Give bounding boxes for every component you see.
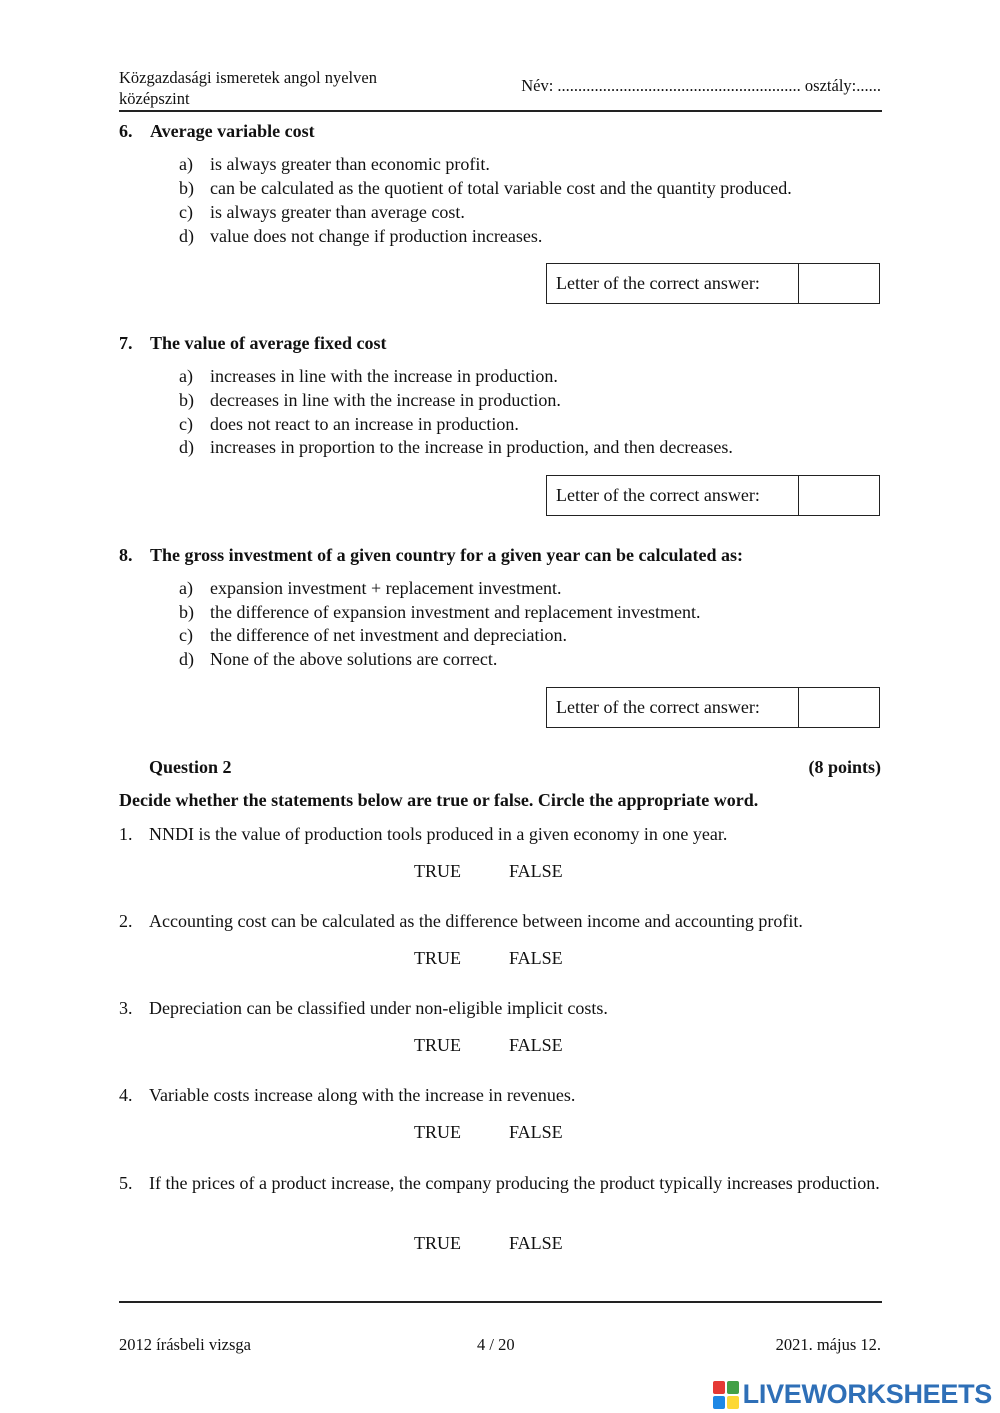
- option-d: [179, 226, 542, 247]
- option-text: increases in line with the increase in production.: [210, 366, 558, 386]
- option-letter: b): [179, 390, 194, 410]
- option-c: [179, 202, 465, 223]
- statement-number: 4.: [119, 1085, 133, 1105]
- true-option-2[interactable]: TRUE: [414, 948, 461, 968]
- logo-square: [713, 1396, 725, 1409]
- true-option-1[interactable]: TRUE: [414, 861, 461, 881]
- question-8-title: [119, 545, 743, 566]
- question-number: 8.: [119, 545, 133, 565]
- option-b: [179, 602, 701, 623]
- option-d: [179, 437, 733, 458]
- answer-box-q6: [546, 263, 880, 304]
- option-letter: c): [179, 625, 193, 645]
- option-letter: b): [179, 602, 194, 622]
- option-d: [179, 649, 497, 670]
- logo-square: [713, 1381, 725, 1394]
- option-text: None of the above solutions are correct.: [210, 649, 498, 669]
- statement-text: Accounting cost can be calculated as the difference between income and accounting profit.: [149, 911, 803, 931]
- false-option-5[interactable]: FALSE: [509, 1233, 563, 1253]
- true-option-5[interactable]: TRUE: [414, 1233, 461, 1253]
- question-text: Average variable cost: [150, 121, 315, 141]
- header-divider: [119, 110, 882, 112]
- statement-number: 2.: [119, 911, 133, 931]
- footer-divider: [119, 1301, 882, 1303]
- footer-date: 2021. május 12.: [775, 1335, 881, 1354]
- option-b: [179, 390, 561, 411]
- option-text: value does not change if production increases.: [210, 226, 543, 246]
- false-option-3[interactable]: FALSE: [509, 1035, 563, 1055]
- question-number: 6.: [119, 121, 133, 141]
- answer-box-q8: [546, 687, 880, 728]
- option-b: [179, 178, 792, 199]
- statement-number: 3.: [119, 998, 133, 1018]
- statement-text: NNDI is the value of production tools produced in a given economy in one year.: [149, 824, 728, 844]
- statement-number: 1.: [119, 824, 133, 844]
- option-a: [179, 366, 558, 387]
- statement-5: [119, 1171, 882, 1195]
- question-text: The gross investment of a given country for a given year can be calculated as:: [150, 545, 743, 565]
- section-instruction: Decide whether the statements below are true or false. Circle the appropriate word.: [119, 790, 759, 810]
- option-text: decreases in line with the increase in production.: [210, 390, 561, 410]
- answer-box-q7: [546, 475, 880, 516]
- liveworksheets-icon: [713, 1381, 739, 1409]
- option-text: can be calculated as the quotient of total variable cost and the quantity produced.: [210, 178, 792, 198]
- statement-number: 5.: [119, 1173, 133, 1193]
- footer-exam-code: 2012 írásbeli vizsga: [119, 1335, 251, 1354]
- statement-4: [119, 1083, 882, 1107]
- answer-label: Letter of the correct answer:: [547, 688, 799, 727]
- header-subject-line2: középszint: [119, 89, 190, 108]
- statement-2: [119, 909, 882, 933]
- logo-square: [727, 1396, 739, 1409]
- statement-text: Depreciation can be classified under non-eligible implicit costs.: [149, 998, 608, 1018]
- true-option-3[interactable]: TRUE: [414, 1035, 461, 1055]
- option-a: [179, 578, 562, 599]
- option-text: expansion investment + replacement investment.: [210, 578, 562, 598]
- section-points: (8 points): [808, 757, 881, 777]
- answer-input-q6[interactable]: [799, 264, 879, 303]
- option-text: the difference of net investment and depreciation.: [210, 625, 568, 645]
- option-text: the difference of expansion investment and replacement investment.: [210, 602, 701, 622]
- false-option-1[interactable]: FALSE: [509, 861, 563, 881]
- liveworksheets-logo: [713, 1379, 992, 1410]
- question-7-title: [119, 333, 386, 354]
- answer-label: Letter of the correct answer:: [547, 264, 799, 303]
- statement-text: Variable costs increase along with the increase in revenues.: [149, 1085, 576, 1105]
- logo-square: [727, 1381, 739, 1394]
- option-c: [179, 414, 519, 435]
- option-text: is always greater than average cost.: [210, 202, 465, 222]
- false-option-2[interactable]: FALSE: [509, 948, 563, 968]
- answer-input-q8[interactable]: [799, 688, 879, 727]
- statement-1: [119, 822, 882, 846]
- option-letter: d): [179, 226, 194, 246]
- option-letter: b): [179, 178, 194, 198]
- statement-text: If the prices of a product increase, the company producing the product typically increases production.: [149, 1173, 880, 1193]
- true-option-4[interactable]: TRUE: [414, 1122, 461, 1142]
- false-option-4[interactable]: FALSE: [509, 1122, 563, 1142]
- option-letter: a): [179, 366, 193, 386]
- option-c: [179, 625, 567, 646]
- option-text: increases in proportion to the increase in production, and then decreases.: [210, 437, 733, 457]
- question-6-title: [119, 121, 315, 142]
- question-text: The value of average fixed cost: [150, 333, 387, 353]
- option-text: does not react to an increase in production.: [210, 414, 519, 434]
- answer-input-q7[interactable]: [799, 476, 879, 515]
- answer-label: Letter of the correct answer:: [547, 476, 799, 515]
- section-title: Question 2: [149, 757, 232, 777]
- option-text: is always greater than economic profit.: [210, 154, 490, 174]
- option-letter: a): [179, 154, 193, 174]
- option-letter: d): [179, 437, 194, 457]
- header-subject-line1: Közgazdasági ismeretek angol nyelven: [119, 68, 377, 87]
- option-a: [179, 154, 490, 175]
- question-number: 7.: [119, 333, 133, 353]
- option-letter: c): [179, 414, 193, 434]
- option-letter: a): [179, 578, 193, 598]
- statement-3: [119, 996, 882, 1020]
- option-letter: c): [179, 202, 193, 222]
- footer-page-number: 4 / 20: [477, 1335, 515, 1354]
- header-subject: [119, 67, 377, 109]
- option-letter: d): [179, 649, 194, 669]
- header-name-field: Név: ........................................................... osztály:......: [521, 76, 881, 95]
- liveworksheets-text: LIVEWORKSHEETS: [742, 1379, 992, 1409]
